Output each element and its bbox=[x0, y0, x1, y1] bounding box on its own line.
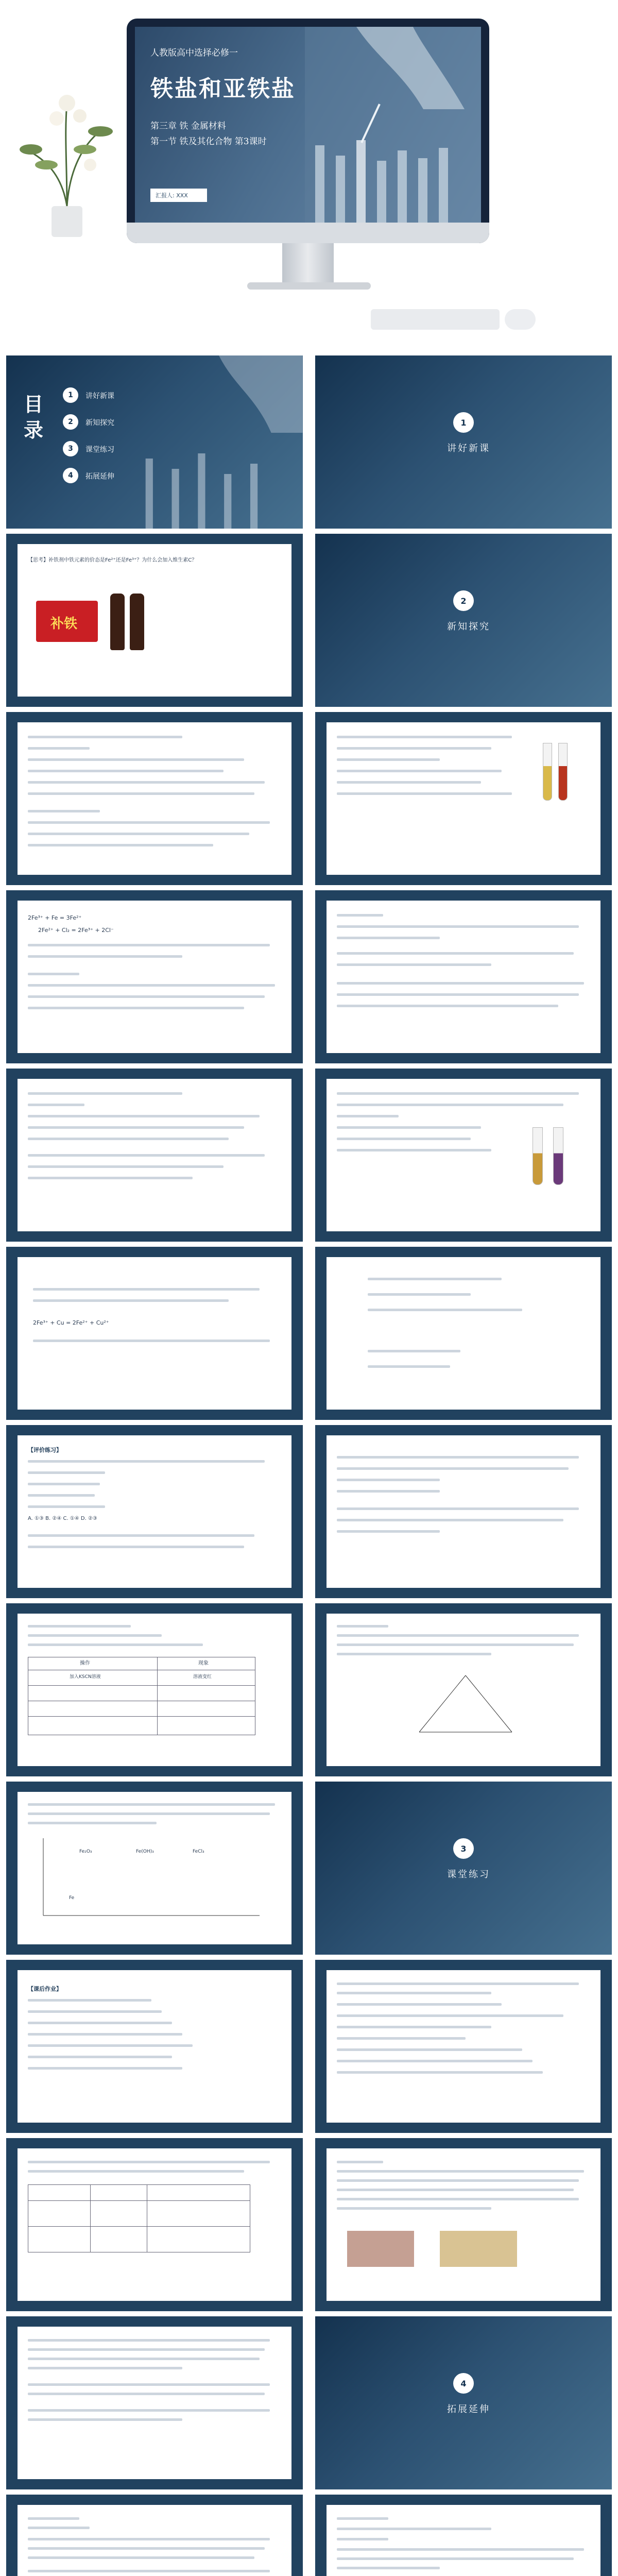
text-line bbox=[28, 1007, 244, 1009]
slide-equations[interactable] bbox=[6, 890, 303, 1063]
text-line bbox=[28, 844, 213, 846]
section-number: 1 bbox=[453, 412, 474, 433]
answer-options: A. ①③ B. ②④ C. ①④ D. ②③ bbox=[28, 1516, 97, 1521]
data-table bbox=[28, 2184, 250, 2252]
text-line bbox=[337, 1467, 569, 1470]
slide-content bbox=[18, 2327, 291, 2479]
text-line bbox=[337, 963, 491, 966]
text-line bbox=[33, 1288, 260, 1291]
section-label: 课堂练习 bbox=[447, 1869, 490, 1880]
slide-content bbox=[18, 1792, 291, 1944]
text-line bbox=[28, 1471, 105, 1474]
text-line bbox=[28, 781, 265, 784]
text-line bbox=[337, 2026, 491, 2028]
text-line bbox=[28, 770, 224, 772]
equation: 2Fe³⁺ + Fe = 3Fe²⁺ bbox=[28, 914, 82, 921]
text-line bbox=[28, 1154, 265, 1157]
slide-experiment[interactable] bbox=[315, 712, 612, 885]
text-line bbox=[28, 2570, 270, 2572]
text-line bbox=[368, 1309, 522, 1311]
table-divider bbox=[90, 2185, 91, 2252]
equation: 2Fe²⁺ + Cl₂ = 2Fe³⁺ + 2Cl⁻ bbox=[38, 927, 114, 934]
text-line bbox=[337, 2003, 502, 2006]
text-line bbox=[337, 1149, 491, 1151]
text-line bbox=[28, 2022, 172, 2024]
chart-label: Fe(OH)₃ bbox=[136, 1849, 154, 1854]
slide-content bbox=[327, 1970, 600, 2123]
text-line bbox=[337, 2189, 574, 2191]
slide-content bbox=[327, 722, 600, 875]
slide-content bbox=[327, 901, 600, 1053]
section-label: 新知探究 bbox=[447, 621, 490, 632]
chart-label: FeCl₃ bbox=[193, 1849, 204, 1854]
text-line bbox=[28, 995, 265, 998]
table-row bbox=[28, 1701, 255, 1717]
text-line bbox=[28, 1643, 203, 1646]
text-line bbox=[337, 2170, 584, 2173]
sauce-bottle-image bbox=[110, 594, 125, 650]
section-number: 2 bbox=[453, 590, 474, 611]
slide-section-3[interactable] bbox=[315, 1782, 612, 1955]
toc-item-number: 1 bbox=[63, 387, 78, 403]
slide-homework[interactable] bbox=[6, 1960, 303, 2133]
slide-knowledge-expand[interactable] bbox=[315, 2138, 612, 2311]
text-line bbox=[337, 2538, 388, 2540]
hero-subtitle: 人教版高中选择必修一 bbox=[150, 48, 238, 58]
text-line bbox=[337, 2048, 522, 2051]
photo-image bbox=[440, 2231, 517, 2267]
table-cell: 溶液变红 bbox=[193, 1674, 212, 1680]
monitor-chin bbox=[127, 223, 489, 243]
text-line bbox=[28, 758, 244, 761]
photo-image bbox=[347, 2231, 414, 2267]
hero-reporter-label: 汇报人: XXX bbox=[156, 192, 188, 199]
section-label: 拓展延伸 bbox=[447, 2404, 490, 2415]
text-line bbox=[337, 1519, 563, 1521]
text-line bbox=[28, 747, 90, 750]
hero-reporter bbox=[150, 189, 207, 202]
section-number: 4 bbox=[453, 2373, 474, 2394]
toc-item-label: 讲好新课 bbox=[85, 392, 114, 400]
mouse-icon bbox=[505, 309, 536, 330]
test-tube-image bbox=[533, 1127, 543, 1185]
test-tube-image bbox=[543, 743, 552, 801]
slide-practice-table[interactable] bbox=[6, 2138, 303, 2311]
slide-answers[interactable] bbox=[315, 1960, 612, 2133]
table-row bbox=[28, 2200, 250, 2201]
slide-summary[interactable] bbox=[6, 1069, 303, 1242]
text-line bbox=[337, 1104, 563, 1106]
text-line bbox=[28, 1126, 244, 1129]
slide-content bbox=[18, 2505, 291, 2576]
text-line bbox=[337, 792, 512, 795]
text-line bbox=[28, 2418, 182, 2421]
hero-mockup bbox=[0, 0, 618, 350]
text-line bbox=[337, 1138, 471, 1140]
keyboard-icon bbox=[371, 309, 500, 330]
text-line bbox=[337, 2528, 491, 2530]
hero-title: 铁盐和亚铁盐 bbox=[150, 76, 296, 102]
text-line bbox=[28, 2538, 270, 2540]
text-line bbox=[337, 1992, 491, 1994]
slide-content bbox=[327, 1614, 600, 1766]
text-line bbox=[337, 993, 579, 996]
slide-reaction[interactable] bbox=[6, 1247, 303, 1420]
text-line bbox=[337, 2161, 383, 2163]
slide-valence-chart[interactable] bbox=[6, 1782, 303, 1955]
text-line bbox=[28, 2367, 182, 2369]
text-line bbox=[337, 2207, 491, 2210]
slide-content bbox=[327, 2505, 600, 2576]
question-text: 【思考】补铁剂中铁元素的价态是Fe²⁺还是Fe³⁺？为什么会加入维生素C？ bbox=[28, 557, 197, 563]
slide-content bbox=[327, 1435, 600, 1588]
test-tube-image bbox=[553, 1127, 563, 1185]
text-line bbox=[28, 1999, 151, 2002]
text-line bbox=[368, 1350, 460, 1352]
slide-content bbox=[18, 722, 291, 875]
slide-content bbox=[327, 1079, 600, 1231]
homework-title: 【课后作业】 bbox=[28, 1986, 62, 1992]
text-line bbox=[337, 2014, 563, 2017]
slide-content bbox=[327, 2148, 600, 2301]
text-line bbox=[337, 770, 502, 772]
text-line bbox=[28, 1165, 224, 1168]
text-line bbox=[368, 1278, 502, 1280]
table-row bbox=[28, 2226, 250, 2227]
text-line bbox=[28, 2517, 79, 2520]
text-line bbox=[337, 2060, 533, 2062]
table-header: 现象 bbox=[198, 1660, 209, 1666]
slide-intro-question[interactable] bbox=[6, 534, 303, 707]
text-line bbox=[337, 914, 383, 917]
text-line bbox=[368, 1293, 471, 1296]
text-line bbox=[28, 2339, 270, 2342]
text-line bbox=[28, 2044, 193, 2047]
toc-item-label: 拓展延伸 bbox=[85, 472, 114, 481]
text-line bbox=[337, 1530, 440, 1533]
text-line bbox=[368, 1365, 450, 1368]
text-line bbox=[337, 2198, 579, 2200]
table-row bbox=[28, 1685, 255, 1701]
text-line bbox=[337, 1092, 579, 1095]
slide-content bbox=[327, 1257, 600, 1410]
text-line bbox=[337, 1643, 574, 1646]
text-line bbox=[28, 833, 249, 835]
text-line bbox=[28, 1460, 265, 1463]
slide-thinking[interactable] bbox=[315, 890, 612, 1063]
text-line bbox=[28, 2033, 182, 2036]
table-header: 操作 bbox=[80, 1660, 90, 1666]
hero-section: 第一节 铁及其化合物 第3课时 bbox=[150, 137, 267, 147]
slide-section-4[interactable] bbox=[315, 2316, 612, 2489]
text-line bbox=[337, 2567, 440, 2569]
toc-item-label: 课堂练习 bbox=[85, 446, 114, 454]
slide-content bbox=[18, 2148, 291, 2301]
text-line bbox=[28, 1625, 131, 1628]
slide-conversion[interactable] bbox=[315, 1247, 612, 1420]
table-row bbox=[28, 1670, 255, 1686]
text-line bbox=[337, 781, 481, 784]
text-line bbox=[28, 2056, 172, 2058]
text-line bbox=[28, 810, 100, 812]
slide-expand-text[interactable] bbox=[6, 2316, 303, 2489]
equation: 2Fe³⁺ + Cu = 2Fe²⁺ + Cu²⁺ bbox=[33, 1319, 109, 1326]
chart-label: Fe bbox=[69, 1895, 75, 1901]
monitor-base bbox=[247, 282, 371, 290]
text-line bbox=[28, 973, 79, 975]
text-line bbox=[33, 1340, 270, 1342]
slide-assignment[interactable] bbox=[315, 2495, 612, 2576]
text-line bbox=[337, 2037, 466, 2040]
slide-content bbox=[18, 544, 291, 697]
text-line bbox=[28, 2393, 265, 2395]
table-divider bbox=[157, 1657, 158, 1735]
slide-content bbox=[18, 1079, 291, 1231]
slide-content bbox=[18, 1257, 291, 1410]
slide-content bbox=[18, 901, 291, 1053]
text-line bbox=[337, 952, 574, 955]
text-line bbox=[28, 944, 270, 946]
text-line bbox=[28, 2358, 260, 2360]
text-line bbox=[337, 2071, 543, 2074]
toc-item-label: 新知探究 bbox=[85, 419, 114, 427]
text-line bbox=[28, 1483, 100, 1485]
text-line bbox=[337, 1634, 579, 1637]
slide-triangle-diagram[interactable] bbox=[315, 1603, 612, 1776]
text-line bbox=[28, 1546, 244, 1548]
text-line bbox=[28, 955, 182, 958]
text-line bbox=[337, 1490, 440, 1493]
table-row bbox=[28, 1657, 255, 1670]
text-line bbox=[28, 1115, 260, 1117]
slide-content bbox=[18, 1435, 291, 1588]
text-line bbox=[337, 2548, 584, 2551]
toc-item-number: 2 bbox=[63, 414, 78, 430]
text-line bbox=[28, 2547, 265, 2550]
text-line bbox=[28, 1104, 84, 1106]
text-line bbox=[28, 792, 254, 795]
fe-triangle-diagram bbox=[409, 1670, 522, 1742]
sauce-bottle-image bbox=[130, 594, 144, 650]
supplement-box-image bbox=[36, 601, 98, 642]
text-line bbox=[28, 2067, 182, 2070]
text-line bbox=[28, 1822, 157, 1824]
text-line bbox=[337, 1115, 399, 1117]
section-label: 讲好新课 bbox=[447, 443, 490, 454]
text-line bbox=[28, 2010, 162, 2013]
text-line bbox=[28, 984, 275, 987]
text-line bbox=[28, 821, 270, 824]
test-tube-image bbox=[558, 743, 568, 801]
text-line bbox=[28, 2527, 90, 2529]
slide-content bbox=[18, 1614, 291, 1766]
text-line bbox=[337, 1479, 440, 1481]
slide-review-exercise[interactable] bbox=[6, 1425, 303, 1598]
text-line bbox=[28, 1634, 162, 1637]
text-line bbox=[28, 2348, 265, 2351]
chart-label: Fe₂O₃ bbox=[79, 1849, 92, 1854]
text-line bbox=[337, 925, 579, 928]
slide-section-1[interactable] bbox=[315, 355, 612, 529]
slide-exercise[interactable] bbox=[315, 1425, 612, 1598]
slide-text-content[interactable] bbox=[6, 712, 303, 885]
text-line bbox=[28, 2170, 244, 2173]
text-line bbox=[337, 1507, 579, 1510]
toc-item-number: 4 bbox=[63, 468, 78, 483]
text-line bbox=[28, 1812, 270, 1815]
text-line bbox=[28, 1177, 193, 1179]
text-line bbox=[337, 736, 512, 738]
text-line bbox=[28, 1138, 229, 1140]
text-line bbox=[28, 1092, 182, 1095]
monitor-screen bbox=[135, 27, 481, 223]
text-line bbox=[337, 1005, 558, 1007]
slide-table[interactable] bbox=[6, 1603, 303, 1776]
text-line bbox=[28, 1534, 254, 1537]
product-label: 补铁 bbox=[50, 616, 78, 632]
text-line bbox=[28, 1494, 95, 1497]
text-line bbox=[28, 2161, 270, 2163]
text-line bbox=[337, 937, 440, 939]
text-line bbox=[337, 1653, 491, 1655]
lab-background-image bbox=[125, 355, 303, 529]
text-line bbox=[337, 1982, 579, 1985]
text-line bbox=[28, 2383, 270, 2386]
slide-extension-reading[interactable] bbox=[6, 2495, 303, 2576]
text-line bbox=[337, 2179, 579, 2182]
table-cell: 加入KSCN溶液 bbox=[70, 1674, 101, 1680]
valence-axes bbox=[33, 1833, 270, 1926]
text-line bbox=[337, 2517, 388, 2520]
text-line bbox=[28, 2556, 254, 2559]
text-line bbox=[28, 2409, 270, 2412]
text-line bbox=[337, 1625, 388, 1628]
text-line bbox=[337, 747, 491, 750]
text-line bbox=[28, 736, 182, 738]
text-line bbox=[33, 1299, 229, 1302]
text-line bbox=[337, 982, 584, 985]
section-number: 3 bbox=[453, 1838, 474, 1859]
plant-icon bbox=[15, 88, 118, 242]
hero-chapter: 第三章 铁 金属材料 bbox=[150, 121, 226, 131]
text-line bbox=[337, 2557, 574, 2560]
text-line bbox=[337, 758, 440, 761]
text-line bbox=[337, 1456, 579, 1459]
text-line bbox=[28, 1803, 275, 1806]
data-table bbox=[28, 1657, 255, 1735]
review-title: 【评价练习】 bbox=[28, 1447, 62, 1453]
monitor-stand bbox=[282, 243, 334, 284]
toc-title: 目录 bbox=[24, 393, 44, 442]
slide-toc[interactable] bbox=[6, 355, 303, 529]
text-line bbox=[337, 1126, 481, 1129]
slide-observation[interactable] bbox=[315, 1069, 612, 1242]
toc-item-number: 3 bbox=[63, 441, 78, 456]
text-line bbox=[28, 1505, 105, 1508]
slide-content bbox=[18, 1970, 291, 2123]
slide-section-2[interactable] bbox=[315, 534, 612, 707]
